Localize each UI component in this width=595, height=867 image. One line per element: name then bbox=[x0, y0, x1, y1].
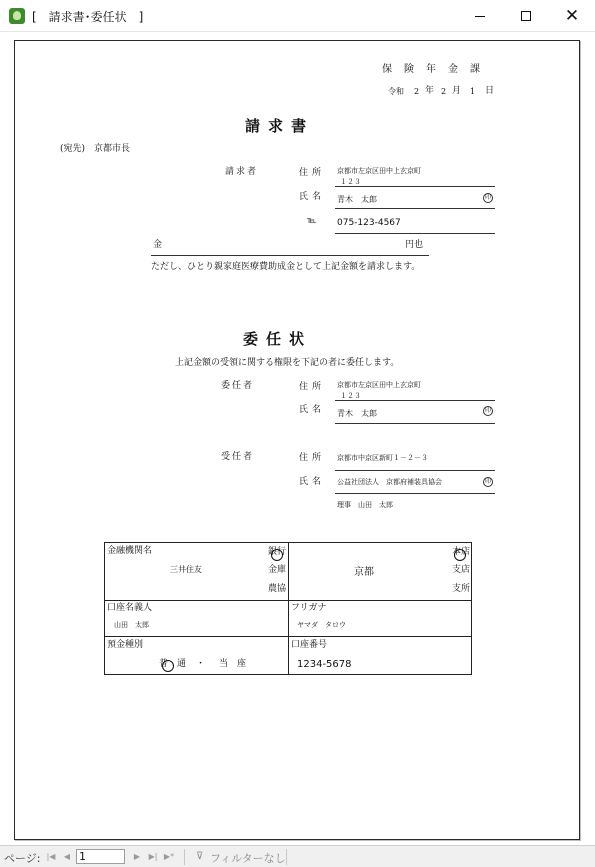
maximize-icon bbox=[521, 11, 531, 21]
addressee: (宛先) 京都市長 bbox=[60, 144, 131, 154]
date-year-unit: 年 bbox=[425, 86, 435, 96]
account-number-value: 1234-5678 bbox=[297, 659, 352, 670]
statusbar-separator bbox=[286, 849, 287, 865]
record-navigation-bar bbox=[0, 845, 595, 867]
delegator-name-underline bbox=[335, 423, 495, 424]
statusbar-separator bbox=[184, 849, 185, 865]
holder-value: 山田 太郎 bbox=[114, 621, 149, 629]
branch-branch: 支店 bbox=[452, 565, 471, 575]
claimant-label: 請求者 bbox=[225, 167, 259, 177]
close-button[interactable] bbox=[549, 0, 595, 32]
delegator-name-value: 青木 太郎 bbox=[337, 409, 377, 418]
bank-table-rule bbox=[105, 600, 471, 601]
next-page-icon: ▶ bbox=[133, 852, 141, 861]
minimize-icon bbox=[475, 16, 485, 17]
delegator-address-label: 住所 bbox=[299, 382, 326, 392]
deposit-futsu: 普 通 bbox=[159, 659, 187, 669]
claim-address-underline bbox=[335, 186, 495, 187]
delegator-seal-mark: 印 bbox=[484, 407, 491, 414]
delegatee-address: 京都市中京区新町１－２－３ bbox=[337, 454, 428, 462]
amount-underline bbox=[151, 255, 429, 256]
amount-suffix: 円也 bbox=[405, 240, 424, 250]
delegatee-address-underline bbox=[335, 470, 495, 471]
bank-table-divider bbox=[288, 543, 289, 674]
report-viewport[interactable] bbox=[0, 32, 595, 845]
next-page-button[interactable] bbox=[131, 850, 143, 863]
delegatee-org: 公益社団法人 京都府補装具協会 bbox=[337, 478, 442, 486]
deposit-futsu-selected-circle bbox=[162, 660, 174, 672]
branch-value: 京都 bbox=[354, 567, 374, 578]
no-filter-icon: ⊽ bbox=[196, 851, 204, 862]
minimize-button[interactable] bbox=[457, 0, 503, 32]
page-number-input[interactable] bbox=[76, 849, 125, 864]
claim-tel-value: 075-123-4567 bbox=[337, 218, 401, 228]
delegatee-name-label: 氏名 bbox=[299, 477, 326, 487]
delegator-address-underline bbox=[335, 400, 495, 401]
claim-address-label: 住所 bbox=[299, 168, 326, 178]
institution-value: 三井住友 bbox=[170, 565, 202, 574]
claim-seal-mark: 印 bbox=[484, 194, 491, 201]
last-page-button[interactable] bbox=[147, 850, 159, 863]
previous-page-button[interactable] bbox=[61, 850, 73, 863]
claim-tel-underline bbox=[335, 233, 495, 234]
new-record-button[interactable] bbox=[163, 850, 175, 863]
branch-head-selected-circle bbox=[454, 549, 466, 561]
branch-head: 本店 bbox=[452, 547, 471, 557]
date-era: 令和 bbox=[388, 87, 404, 96]
date-month: 2 bbox=[441, 87, 447, 96]
kana-value: ヤマダ タロウ bbox=[297, 621, 346, 629]
delegatee-address-label: 住所 bbox=[299, 453, 326, 463]
first-page-icon: |◀ bbox=[46, 852, 56, 861]
claim-name-value: 青木 太郎 bbox=[337, 195, 377, 204]
type-noukyo: 農協 bbox=[268, 584, 287, 594]
kana-label: フリガナ bbox=[291, 603, 327, 613]
date-year: 2 bbox=[414, 87, 420, 96]
date-month-unit: 月 bbox=[452, 86, 462, 96]
account-number-label: 口座番号 bbox=[291, 640, 328, 650]
claim-address-line1: 京都市左京区田中上玄京町 bbox=[337, 167, 421, 175]
title-bar bbox=[0, 0, 595, 32]
delegator-address-line2: １２３ bbox=[340, 392, 361, 400]
report-page bbox=[14, 40, 580, 840]
delegatee-seal-mark: 印 bbox=[484, 478, 491, 485]
deposit-touza: 当 座 bbox=[219, 659, 247, 669]
page-label: ページ: bbox=[4, 852, 41, 865]
claim-address-line2: １２３ bbox=[340, 178, 361, 186]
last-page-icon: ▶| bbox=[148, 852, 158, 861]
department-name: 保 険 年 金 課 bbox=[382, 64, 481, 75]
claim-name-label: 氏名 bbox=[299, 192, 326, 202]
new-record-icon: ▶* bbox=[163, 852, 175, 861]
type-kinko: 金庫 bbox=[268, 565, 287, 575]
delegatee-name-underline bbox=[335, 493, 495, 494]
delegatee-label: 受任者 bbox=[221, 452, 255, 462]
previous-page-icon: ◀ bbox=[63, 852, 71, 861]
claim-name-underline bbox=[335, 208, 495, 209]
delegator-address-line1: 京都市左京区田中上玄京町 bbox=[337, 381, 421, 389]
amount-prefix: 金 bbox=[153, 240, 163, 250]
proxy-statement: 上記金額の受領に関する権限を下記の者に委任します。 bbox=[175, 358, 400, 368]
proxy-title: 委任状 bbox=[243, 330, 313, 348]
maximize-button[interactable] bbox=[503, 0, 549, 32]
date-day-unit: 日 bbox=[485, 86, 495, 96]
date-day: 1 bbox=[470, 87, 476, 96]
tel-icon: ℡ bbox=[307, 216, 317, 226]
window-title: [ 請求書･委任状 ] bbox=[32, 10, 144, 24]
branch-office: 支所 bbox=[452, 584, 471, 594]
first-page-button[interactable] bbox=[45, 850, 57, 863]
type-bank-selected-circle bbox=[271, 549, 283, 561]
bank-table-rule bbox=[105, 636, 471, 637]
close-icon: ✕ bbox=[564, 5, 580, 26]
deposit-separator: ・ bbox=[196, 659, 206, 669]
filter-status-button[interactable]: フィルターなし bbox=[210, 852, 286, 865]
delegatee-representative: 理事 山田 太郎 bbox=[337, 501, 393, 509]
type-bank: 銀行 bbox=[268, 547, 287, 557]
holder-label: 口座名義人 bbox=[107, 603, 153, 613]
delegator-label: 委任者 bbox=[221, 381, 255, 391]
app-icon bbox=[9, 8, 25, 24]
bank-account-table bbox=[104, 542, 472, 675]
claim-title: 請求書 bbox=[245, 117, 315, 135]
claim-statement: ただし、ひとり親家庭医療費助成金として上記金額を請求します。 bbox=[151, 262, 421, 272]
delegator-name-label: 氏名 bbox=[299, 405, 326, 415]
institution-label: 金融機関名 bbox=[107, 546, 153, 556]
deposit-label: 預金種別 bbox=[107, 640, 144, 650]
